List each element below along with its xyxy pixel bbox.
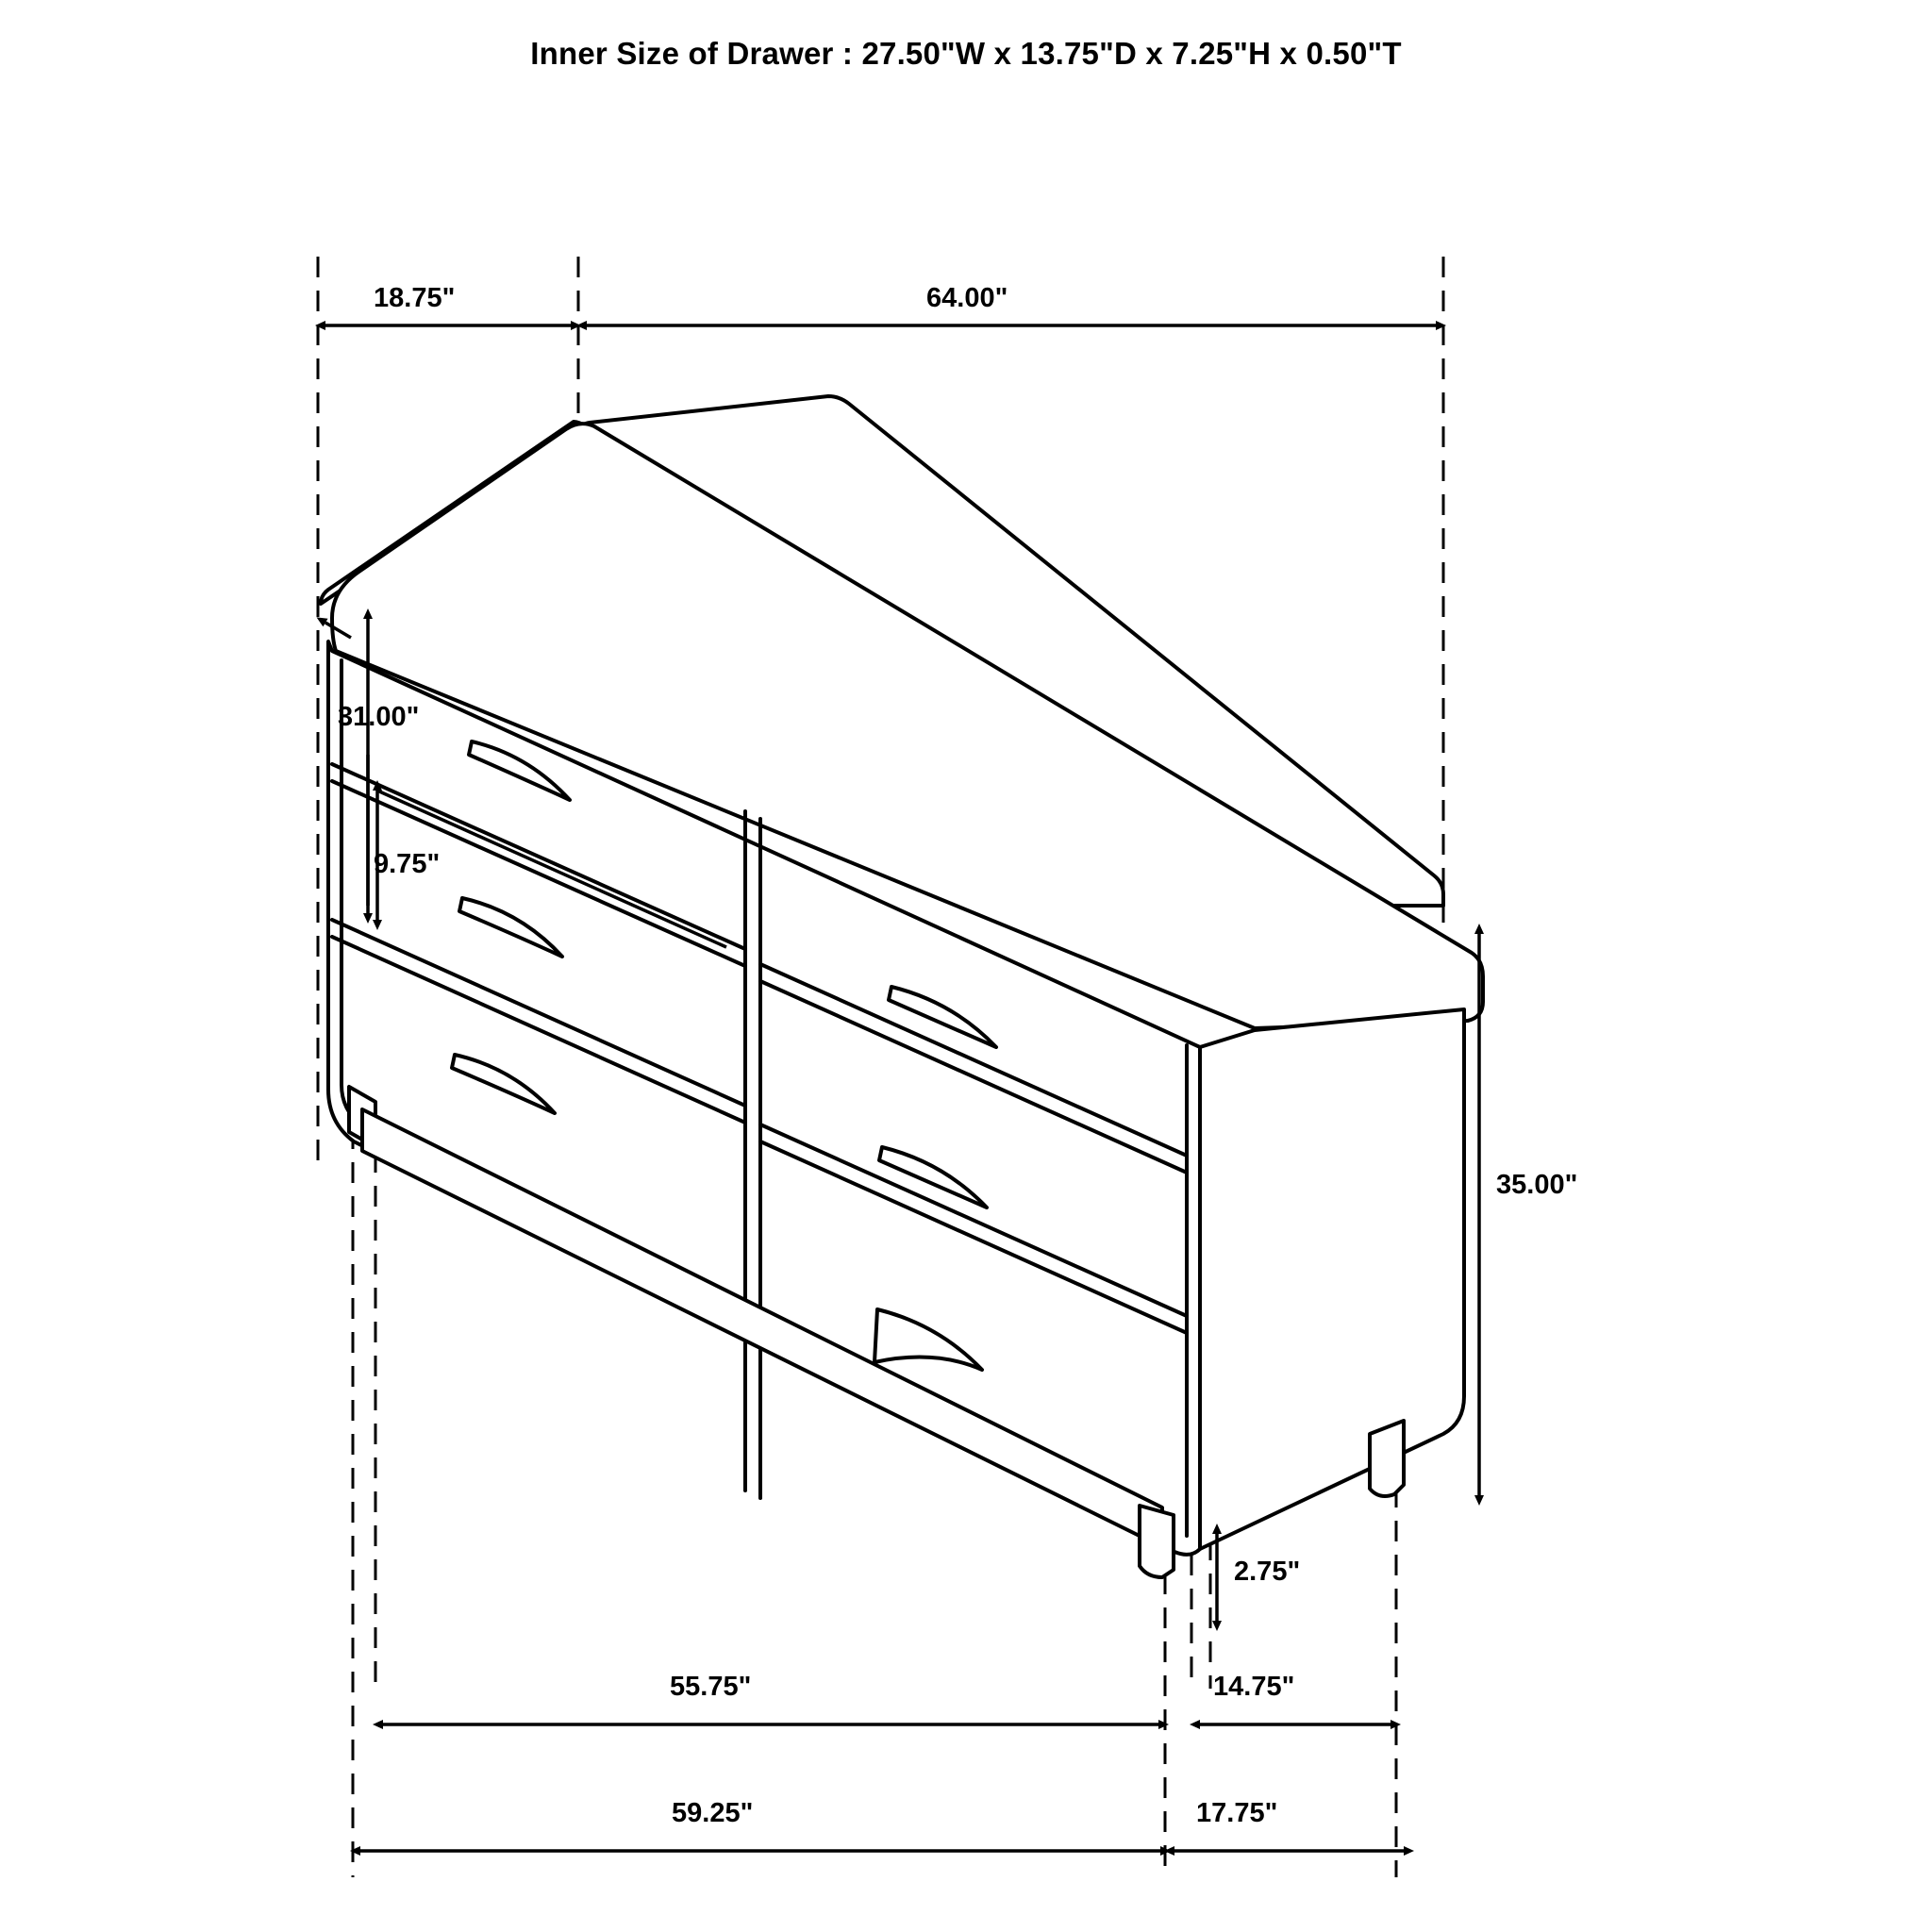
label-side-overall-depth: 17.75" <box>1196 1798 1278 1828</box>
label-side-base-depth: 14.75" <box>1213 1672 1295 1702</box>
leg-front-right <box>1140 1506 1174 1577</box>
cabinet-right-side <box>1200 1009 1464 1549</box>
page-title: Inner Size of Drawer : 27.50"W x 13.75"D x 7.25"H x 0.50"T <box>530 36 1402 71</box>
label-front-base-width: 55.75" <box>670 1672 752 1702</box>
label-depth-top: 18.75" <box>374 283 456 313</box>
label-total-height: 35.00" <box>1496 1170 1578 1200</box>
label-front-overall-width: 59.25" <box>672 1798 754 1828</box>
leg-right-rear <box>1370 1421 1404 1496</box>
label-leg-height: 2.75" <box>1234 1557 1301 1587</box>
label-width-top: 64.00" <box>926 283 1008 313</box>
label-front-height-upper: 31.00" <box>338 702 420 732</box>
label-drawer-height: 9.75" <box>374 849 441 879</box>
